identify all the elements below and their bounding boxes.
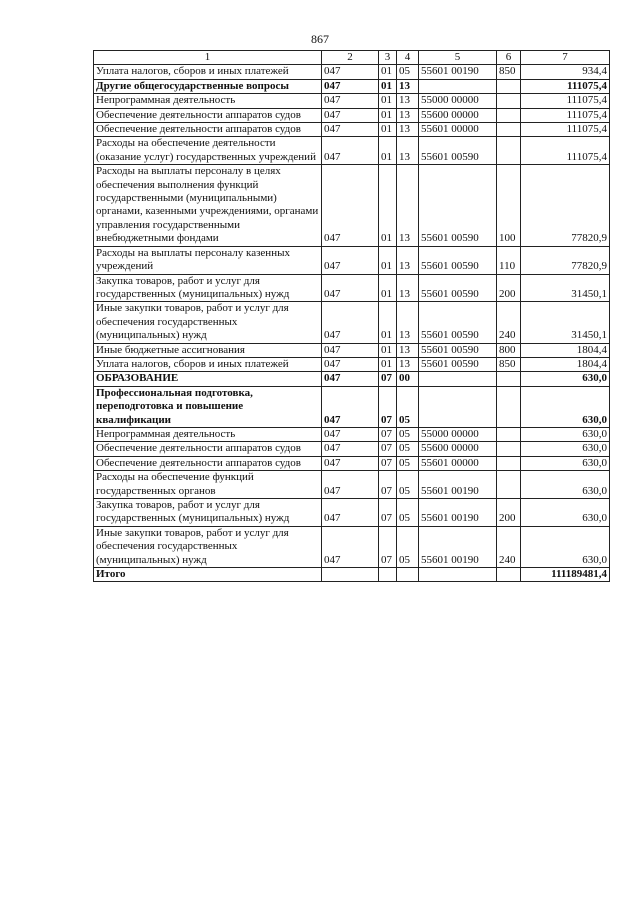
row-name-cell: Иные закупки товаров, работ и услуг для обеспечения государственных (муниципальных) нужд [94, 302, 322, 343]
row-expense-type-cell: 200 [497, 499, 521, 527]
row-amount-cell: 630,0 [521, 526, 610, 567]
total-empty-cell [379, 568, 397, 582]
table-row [94, 165, 610, 246]
table-row [94, 471, 610, 499]
row-expense-type-cell: 100 [497, 165, 521, 246]
row-target-article-cell [419, 79, 497, 93]
table-row [94, 357, 610, 371]
row-subsection-cell: 05 [397, 427, 419, 441]
row-ved-cell: 047 [322, 386, 379, 427]
table-row [94, 123, 610, 137]
row-target-article-cell: 55601 00590 [419, 302, 497, 343]
row-name-cell: Обеспечение деятельности аппаратов судов [94, 442, 322, 456]
row-amount-cell: 630,0 [521, 499, 610, 527]
row-expense-type-cell: 850 [497, 357, 521, 371]
header-cell: 4 [397, 51, 419, 65]
row-expense-type-cell [497, 94, 521, 108]
row-ved-cell: 047 [322, 357, 379, 371]
row-ved-cell: 047 [322, 246, 379, 274]
row-subsection-cell: 13 [397, 302, 419, 343]
row-expense-type-cell [497, 79, 521, 93]
row-amount-cell: 630,0 [521, 427, 610, 441]
row-name-cell: Расходы на выплаты персоналу казенных учреждений [94, 246, 322, 274]
row-name-cell: Иные бюджетные ассигнования [94, 343, 322, 357]
total-row [94, 568, 610, 582]
row-amount-cell: 630,0 [521, 372, 610, 386]
row-target-article-cell: 55601 00190 [419, 526, 497, 567]
row-target-article-cell: 55601 00190 [419, 65, 497, 79]
header-cell: 5 [419, 51, 497, 65]
header-cell: 2 [322, 51, 379, 65]
row-name-cell: Расходы на обеспечение функций государственных органов [94, 471, 322, 499]
row-target-article-cell [419, 372, 497, 386]
row-section-cell: 01 [379, 165, 397, 246]
row-subsection-cell: 05 [397, 386, 419, 427]
total-empty-cell [397, 568, 419, 582]
row-subsection-cell: 13 [397, 79, 419, 93]
row-ved-cell: 047 [322, 65, 379, 79]
table-header-row [94, 51, 610, 65]
table-row [94, 386, 610, 427]
row-name-cell: Закупка товаров, работ и услуг для государственных (муниципальных) нужд [94, 499, 322, 527]
budget-table-body [94, 51, 610, 582]
row-subsection-cell: 13 [397, 274, 419, 302]
row-expense-type-cell [497, 427, 521, 441]
row-amount-cell: 111075,4 [521, 123, 610, 137]
row-ved-cell: 047 [322, 123, 379, 137]
budget-table [93, 50, 610, 582]
table-row [94, 343, 610, 357]
row-amount-cell: 77820,9 [521, 246, 610, 274]
row-expense-type-cell [497, 137, 521, 165]
row-ved-cell: 047 [322, 427, 379, 441]
row-amount-cell: 31450,1 [521, 302, 610, 343]
row-expense-type-cell [497, 456, 521, 470]
row-target-article-cell: 55601 00190 [419, 499, 497, 527]
row-expense-type-cell: 850 [497, 65, 521, 79]
total-empty-cell [497, 568, 521, 582]
total-empty-cell [419, 568, 497, 582]
row-expense-type-cell: 240 [497, 302, 521, 343]
row-section-cell: 01 [379, 357, 397, 371]
row-amount-cell: 630,0 [521, 456, 610, 470]
row-amount-cell: 1804,4 [521, 343, 610, 357]
table-row [94, 427, 610, 441]
row-section-cell: 07 [379, 427, 397, 441]
row-amount-cell: 111075,4 [521, 79, 610, 93]
table-row [94, 246, 610, 274]
row-target-article-cell: 55600 00000 [419, 108, 497, 122]
row-section-cell: 01 [379, 246, 397, 274]
row-name-cell: Профессиональная подготовка, переподготовка и повышение квалификации [94, 386, 322, 427]
row-expense-type-cell [497, 386, 521, 427]
table-row [94, 372, 610, 386]
row-subsection-cell: 13 [397, 94, 419, 108]
row-target-article-cell: 55601 00590 [419, 246, 497, 274]
row-section-cell: 01 [379, 94, 397, 108]
row-target-article-cell: 55601 00590 [419, 357, 497, 371]
row-ved-cell: 047 [322, 108, 379, 122]
row-section-cell: 01 [379, 274, 397, 302]
row-target-article-cell: 55601 00590 [419, 274, 497, 302]
row-name-cell: Расходы на выплаты персоналу в целях обеспечения выполнения функций государственными (муниципальными) органами, казенными учреждениями, органами управления государственными внебюджетными фондами [94, 165, 322, 246]
table-row [94, 274, 610, 302]
row-name-cell: Другие общегосударственные вопросы [94, 79, 322, 93]
row-amount-cell: 111075,4 [521, 137, 610, 165]
row-section-cell: 07 [379, 372, 397, 386]
row-name-cell: Расходы на обеспечение деятельности (оказание услуг) государственных учреждений [94, 137, 322, 165]
row-target-article-cell: 55601 00000 [419, 456, 497, 470]
row-section-cell: 01 [379, 79, 397, 93]
row-target-article-cell: 55601 00590 [419, 137, 497, 165]
row-section-cell: 07 [379, 386, 397, 427]
total-empty-cell [322, 568, 379, 582]
row-name-cell: Иные закупки товаров, работ и услуг для обеспечения государственных (муниципальных) нужд [94, 526, 322, 567]
row-name-cell: Непрограммная деятельность [94, 427, 322, 441]
row-target-article-cell: 55601 00590 [419, 165, 497, 246]
row-expense-type-cell [497, 372, 521, 386]
row-ved-cell: 047 [322, 526, 379, 567]
row-expense-type-cell [497, 108, 521, 122]
row-ved-cell: 047 [322, 274, 379, 302]
row-subsection-cell: 13 [397, 357, 419, 371]
row-subsection-cell: 13 [397, 165, 419, 246]
row-section-cell: 01 [379, 123, 397, 137]
page-number: 867 [311, 32, 329, 46]
row-subsection-cell: 05 [397, 471, 419, 499]
row-name-cell: Обеспечение деятельности аппаратов судов [94, 123, 322, 137]
row-section-cell: 07 [379, 499, 397, 527]
row-section-cell: 01 [379, 343, 397, 357]
row-name-cell: Обеспечение деятельности аппаратов судов [94, 108, 322, 122]
total-amount: 111189481,4 [521, 568, 610, 582]
row-section-cell: 07 [379, 471, 397, 499]
row-section-cell: 07 [379, 456, 397, 470]
row-amount-cell: 934,4 [521, 65, 610, 79]
row-name-cell: Закупка товаров, работ и услуг для государственных (муниципальных) нужд [94, 274, 322, 302]
row-name-cell: Уплата налогов, сборов и иных платежей [94, 65, 322, 79]
row-name-cell: Обеспечение деятельности аппаратов судов [94, 456, 322, 470]
row-expense-type-cell: 800 [497, 343, 521, 357]
row-subsection-cell: 13 [397, 123, 419, 137]
row-expense-type-cell: 110 [497, 246, 521, 274]
row-ved-cell: 047 [322, 456, 379, 470]
row-subsection-cell: 05 [397, 442, 419, 456]
table-row [94, 302, 610, 343]
table-row [94, 137, 610, 165]
row-target-article-cell [419, 386, 497, 427]
header-cell: 7 [521, 51, 610, 65]
row-ved-cell: 047 [322, 343, 379, 357]
row-ved-cell: 047 [322, 79, 379, 93]
row-subsection-cell: 13 [397, 108, 419, 122]
table-row [94, 499, 610, 527]
row-expense-type-cell [497, 123, 521, 137]
row-target-article-cell: 55600 00000 [419, 442, 497, 456]
row-expense-type-cell [497, 442, 521, 456]
row-amount-cell: 111075,4 [521, 108, 610, 122]
header-cell: 1 [94, 51, 322, 65]
row-subsection-cell: 05 [397, 65, 419, 79]
row-ved-cell: 047 [322, 499, 379, 527]
row-section-cell: 01 [379, 65, 397, 79]
table-row [94, 94, 610, 108]
table-row [94, 442, 610, 456]
row-ved-cell: 047 [322, 302, 379, 343]
row-name-cell: Непрограммная деятельность [94, 94, 322, 108]
row-subsection-cell: 05 [397, 456, 419, 470]
row-expense-type-cell: 200 [497, 274, 521, 302]
header-cell: 3 [379, 51, 397, 65]
row-section-cell: 01 [379, 302, 397, 343]
row-target-article-cell: 55000 00000 [419, 427, 497, 441]
row-target-article-cell: 55601 00000 [419, 123, 497, 137]
row-subsection-cell: 13 [397, 343, 419, 357]
row-name-cell: Уплата налогов, сборов и иных платежей [94, 357, 322, 371]
row-section-cell: 01 [379, 108, 397, 122]
row-expense-type-cell [497, 471, 521, 499]
table-row [94, 456, 610, 470]
row-subsection-cell: 13 [397, 246, 419, 274]
row-ved-cell: 047 [322, 94, 379, 108]
row-amount-cell: 111075,4 [521, 94, 610, 108]
row-target-article-cell: 55000 00000 [419, 94, 497, 108]
row-ved-cell: 047 [322, 442, 379, 456]
row-ved-cell: 047 [322, 372, 379, 386]
row-section-cell: 07 [379, 526, 397, 567]
row-subsection-cell: 13 [397, 137, 419, 165]
row-subsection-cell: 00 [397, 372, 419, 386]
row-section-cell: 01 [379, 137, 397, 165]
row-section-cell: 07 [379, 442, 397, 456]
row-amount-cell: 630,0 [521, 386, 610, 427]
row-expense-type-cell: 240 [497, 526, 521, 567]
row-name-cell: ОБРАЗОВАНИЕ [94, 372, 322, 386]
row-amount-cell: 630,0 [521, 471, 610, 499]
table-row [94, 79, 610, 93]
table-row [94, 65, 610, 79]
row-amount-cell: 630,0 [521, 442, 610, 456]
row-subsection-cell: 05 [397, 499, 419, 527]
row-ved-cell: 047 [322, 165, 379, 246]
row-subsection-cell: 05 [397, 526, 419, 567]
row-amount-cell: 1804,4 [521, 357, 610, 371]
header-cell: 6 [497, 51, 521, 65]
row-ved-cell: 047 [322, 471, 379, 499]
row-ved-cell: 047 [322, 137, 379, 165]
table-row [94, 526, 610, 567]
row-target-article-cell: 55601 00190 [419, 471, 497, 499]
row-amount-cell: 77820,9 [521, 165, 610, 246]
row-amount-cell: 31450,1 [521, 274, 610, 302]
row-target-article-cell: 55601 00590 [419, 343, 497, 357]
table-row [94, 108, 610, 122]
total-label: Итого [94, 568, 322, 582]
